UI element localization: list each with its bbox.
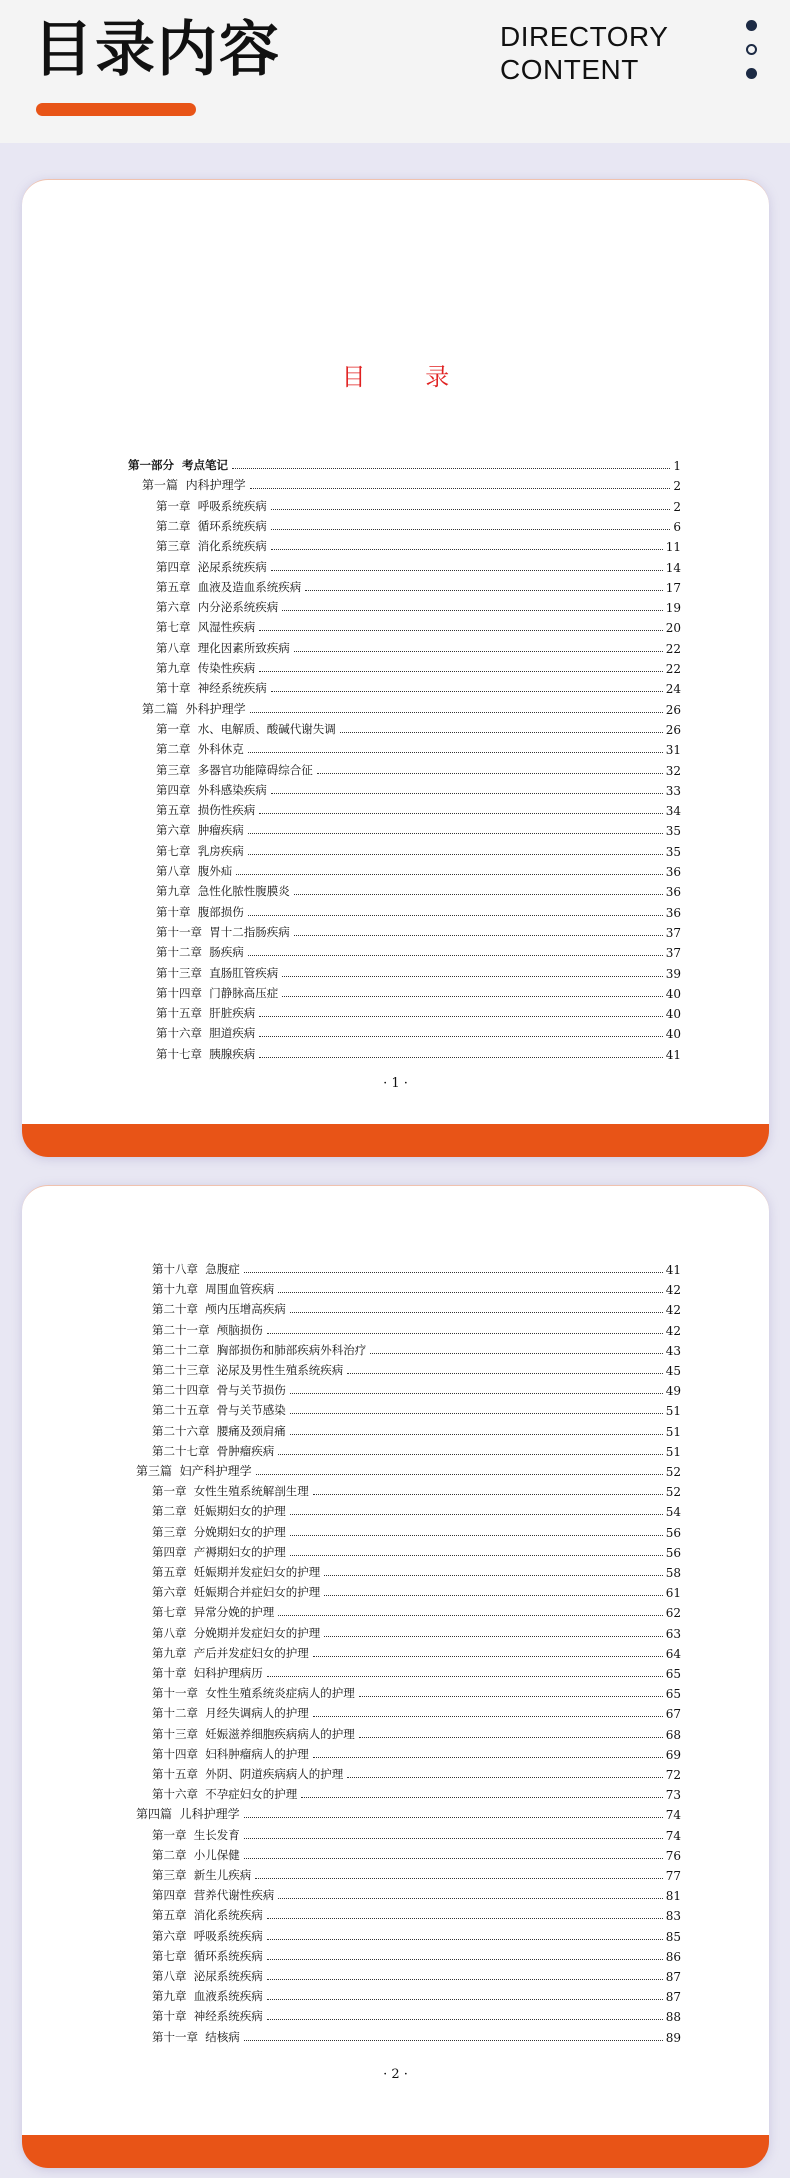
toc-entry-page: 40 (665, 1007, 681, 1022)
toc-entry-page: 32 (665, 763, 681, 778)
toc-entry-leader (259, 1057, 662, 1058)
toc-entry-leader (290, 1514, 663, 1515)
header-title-english-line2: CONTENT (500, 54, 639, 85)
toc-entry (152, 1823, 681, 1843)
toc-entry-leader (290, 1434, 663, 1435)
toc-entry-title: 第七章 乳房疾病 (156, 843, 244, 858)
toc-entry-page: 61 (665, 1586, 681, 1601)
toc-entry-page: 37 (665, 946, 681, 961)
toc-entry-leader (347, 1777, 662, 1778)
toc-entry-leader (244, 1817, 663, 1818)
toc-entry-title: 第二章 妊娠期妇女的护理 (152, 1504, 286, 1519)
toc-entry-page: 11 (665, 540, 681, 555)
toc-entry-title: 第五章 损伤性疾病 (156, 803, 256, 818)
toc-entry-leader (359, 1737, 663, 1738)
toc-entry-leader (267, 1959, 663, 1960)
toc-entry-title: 第二十章 颅内压增高疾病 (152, 1302, 286, 1317)
toc-entry-title: 第十二章 肠疾病 (156, 945, 244, 960)
toc-entry-title: 第八章 分娩期并发症妇女的护理 (152, 1625, 321, 1640)
toc-entry-title: 第二十六章 腰痛及颈肩痛 (152, 1423, 286, 1438)
toc-entry-leader (271, 529, 671, 530)
toc-entry-leader (244, 1858, 663, 1859)
toc-entry-page: 14 (665, 560, 681, 575)
toc-entry-title: 第十三章 妊娠滋养细胞疾病病人的护理 (152, 1726, 355, 1741)
toc-entry-page: 67 (665, 1707, 681, 1722)
toc-entry-title: 第七章 风湿性疾病 (156, 620, 256, 635)
toc-entry-leader (313, 1656, 663, 1657)
toc-entry-page: 6 (673, 519, 681, 534)
toc-entry (128, 453, 681, 473)
toc-page-card-2 (22, 1185, 769, 2168)
toc-entry-title: 第八章 腹外疝 (156, 864, 233, 878)
toc-entry-page: 42 (665, 1323, 681, 1338)
toc-entry-title: 第三章 消化系统疾病 (156, 539, 267, 554)
toc-entry (152, 1419, 681, 1439)
toc-entry-title: 第十章 神经系统疾病 (152, 2009, 263, 2024)
toc-entry (152, 1580, 681, 1600)
toc-entry-leader (359, 1696, 663, 1697)
toc-entry-page: 56 (665, 1545, 681, 1560)
toc-entry-page: 51 (665, 1424, 681, 1439)
toc-entry (156, 798, 681, 818)
toc-entry (152, 2025, 681, 2045)
toc-entry-title: 第十五章 外阴、阴道疾病病人的护理 (152, 1767, 344, 1781)
toc-entry-leader (290, 1555, 663, 1556)
toc-entry-page: 52 (665, 1465, 681, 1479)
toc-entry-title: 第五章 消化系统疾病 (152, 1908, 263, 1923)
toc-entry (152, 1277, 681, 1297)
toc-entry-page: 2 (673, 499, 681, 514)
toc-entry (156, 778, 681, 798)
toc-entry (156, 656, 681, 676)
toc-entry (142, 697, 681, 717)
toc-entry-title: 第八章 泌尿系统疾病 (152, 1969, 263, 1983)
header-title-chinese: 目录内容 (33, 15, 281, 85)
toc-entry-title: 第十四章 门静脉高压症 (156, 985, 279, 1000)
toc-entry (152, 1722, 681, 1742)
toc-entry-page: 83 (665, 1909, 681, 1924)
toc-entry (152, 1439, 681, 1459)
toc-entry (152, 1924, 681, 1944)
toc-entry-title: 第六章 内分泌系统疾病 (156, 600, 279, 615)
card-footer-bar (22, 1124, 769, 1157)
toc-entry-page: 22 (665, 641, 681, 656)
toc-entry-title: 第四章 营养代谢性疾病 (152, 1888, 275, 1903)
toc-entry-title: 第五章 血液及造血系统疾病 (156, 579, 302, 594)
toc-entry-page: 17 (665, 580, 681, 595)
toc-entry-page: 69 (665, 1747, 681, 1762)
toc-entry-title: 第二十三章 泌尿及男性生殖系统疾病 (152, 1363, 344, 1377)
toc-entry-title: 第三章 多器官功能障碍综合征 (156, 762, 313, 777)
toc-entry (152, 1681, 681, 1701)
toc-entry-leader (267, 1939, 663, 1940)
toc-entry-page: 74 (665, 1828, 681, 1843)
toc-entry (152, 1358, 681, 1378)
toc-entry-page: 35 (665, 844, 681, 859)
toc-entry-leader (301, 1797, 662, 1798)
toc-entry-leader (278, 1898, 662, 1899)
toc-entry-leader (244, 2040, 663, 2041)
toc-entry-page: 88 (665, 2010, 681, 2025)
toc-entry (152, 1378, 681, 1398)
toc-entry-leader (271, 549, 663, 550)
toc-entry-page: 36 (665, 905, 681, 920)
toc-entry-title: 第十三章 直肠肛管疾病 (156, 965, 279, 980)
toc-entry-page: 51 (665, 1444, 681, 1459)
toc-entry-leader (278, 1292, 662, 1293)
toc-entry (152, 1560, 681, 1580)
toc-entry-title: 第二章 循环系统疾病 (156, 518, 267, 533)
toc-entry (152, 1762, 681, 1782)
toc-entry-page: 51 (665, 1404, 681, 1419)
toc-entry-page: 19 (665, 601, 681, 616)
toc-entry-leader (282, 610, 662, 611)
toc-entry-leader (290, 1393, 663, 1394)
toc-entry-page: 65 (665, 1667, 681, 1681)
toc-entry (152, 1883, 681, 1903)
toc-entry-leader (347, 1373, 662, 1374)
toc-entry-page: 36 (665, 865, 681, 879)
toc-entry-title: 第十一章 女性生殖系统炎症病人的护理 (152, 1686, 355, 1701)
toc-entry (152, 1318, 681, 1338)
toc-entry-leader (236, 874, 662, 875)
toc-entry-page: 41 (665, 1047, 681, 1062)
toc-entry-page: 89 (665, 2030, 681, 2045)
toc-entry-title: 第十六章 不孕症妇女的护理 (152, 1787, 298, 1802)
toc-entry-page: 56 (665, 1525, 681, 1540)
toc-entry-page: 37 (665, 925, 681, 940)
toc-entry (156, 859, 681, 879)
toc-entry-leader (259, 1036, 662, 1037)
toc-entry-leader (278, 1615, 662, 1616)
toc-entry-page: 72 (665, 1768, 681, 1782)
toc-entry-title: 第九章 血液系统疾病 (152, 1989, 263, 2004)
toc-entry-leader (290, 1312, 663, 1313)
toc-entry-title: 第二章 外科休克 (156, 742, 244, 757)
toc-entry-title: 第六章 呼吸系统疾病 (152, 1928, 263, 1943)
toc-entry-title: 第四章 泌尿系统疾病 (156, 559, 267, 574)
toc-entry-page: 1 (673, 459, 681, 473)
toc-entry (156, 717, 681, 737)
toc-entry-leader (370, 1353, 662, 1354)
toc-entry-leader (313, 1494, 663, 1495)
toc-entry-title: 第九章 产后并发症妇女的护理 (152, 1645, 309, 1660)
toc-entry (152, 1297, 681, 1317)
toc-entry-title: 第六章 妊娠期合并症妇女的护理 (152, 1585, 321, 1600)
toc-entry-leader (271, 509, 671, 510)
toc-entry-page: 26 (665, 722, 681, 737)
toc-entry-page: 40 (665, 986, 681, 1001)
toc-entry-title: 第二十一章 颅脑损伤 (152, 1322, 263, 1337)
toc-entry-leader (317, 773, 663, 774)
page-number: · 2 · (383, 2067, 408, 2082)
toc-entry-leader (324, 1595, 662, 1596)
toc-entry-leader (248, 752, 663, 753)
toc-entry (142, 473, 681, 493)
toc-entry-leader (248, 854, 663, 855)
toc-entry (152, 1600, 681, 1620)
toc-entry (152, 1701, 681, 1721)
toc-entry-page: 49 (665, 1384, 681, 1399)
toc-entry-leader (244, 1272, 663, 1273)
toc-entry-page: 35 (665, 824, 681, 839)
toc-entry-page: 65 (665, 1687, 681, 1702)
toc-entry-leader (271, 691, 663, 692)
toc-entry-title: 第一部分 考点笔记 (128, 458, 229, 472)
toc-entry-leader (294, 935, 663, 936)
toc-entry (152, 1499, 681, 1519)
toc-entry-leader (282, 976, 662, 977)
toc-entry-page: 42 (665, 1303, 681, 1318)
toc-entry-title: 第十章 神经系统疾病 (156, 681, 267, 696)
toc-entry-title: 第十五章 肝脏疾病 (156, 1006, 256, 1021)
toc-entry-page: 43 (665, 1343, 681, 1358)
toc-page-card-1 (22, 179, 769, 1157)
toc-entry-leader (294, 651, 663, 652)
toc-entry (152, 1984, 681, 2004)
toc-entry-leader (282, 996, 662, 997)
toc-entry-leader (271, 793, 663, 794)
toc-entry (156, 615, 681, 635)
toc-entry-title: 第六章 肿瘤疾病 (156, 823, 244, 838)
toc-entry-page: 20 (665, 621, 681, 636)
toc-entry-page: 39 (665, 966, 681, 981)
toc-entry-title: 第十六章 胆道疾病 (156, 1026, 256, 1041)
toc-entry-leader (324, 1636, 662, 1637)
toc-entry-title: 第十一章 结核病 (152, 2029, 240, 2044)
toc-entry-leader (250, 488, 671, 489)
toc-entry-title: 第十四章 妇科肿瘤病人的护理 (152, 1746, 309, 1761)
toc-entry-page: 26 (665, 702, 681, 717)
toc-entry-page: 2 (673, 479, 681, 494)
toc-entry (152, 1641, 681, 1661)
toc-entry-leader (290, 1413, 663, 1414)
toc-entry-title: 第九章 急性化脓性腹膜炎 (156, 884, 290, 899)
page-header (0, 0, 790, 143)
toc-entry-title: 第二篇 外科护理学 (142, 701, 246, 716)
toc-entry-leader (244, 1838, 663, 1839)
toc-entry-leader (267, 1918, 663, 1919)
toc-entry (152, 1944, 681, 1964)
toc-entry (152, 1782, 681, 1802)
toc-entry-page: 52 (665, 1485, 681, 1500)
toc-entry-title: 第一章 水、电解质、酸碱代谢失调 (156, 721, 336, 736)
toc-entry (136, 1802, 681, 1822)
toc-entry-leader (294, 894, 663, 895)
toc-entry-leader (278, 1454, 662, 1455)
toc-entry (152, 1903, 681, 1923)
toc-entry-page: 42 (665, 1283, 681, 1298)
toc-entry-title: 第九章 传染性疾病 (156, 661, 256, 675)
toc-entry-leader (267, 1333, 663, 1334)
toc-entry (156, 940, 681, 960)
page-number: · 1 · (383, 1076, 408, 1091)
toc-entry (156, 595, 681, 615)
toc-entry-title: 第十九章 周围血管疾病 (152, 1282, 275, 1297)
toc-entry (156, 1021, 681, 1041)
header-accent-bar (36, 103, 196, 116)
toc-entry-leader (248, 833, 663, 834)
toc-entry-page: 81 (665, 1889, 681, 1904)
toc-entry (152, 1621, 681, 1641)
toc-entry (152, 1843, 681, 1863)
toc-entry (156, 494, 681, 514)
toc-entry-leader (290, 1535, 663, 1536)
toc-entry-leader (267, 1676, 663, 1677)
toc-entry (136, 1459, 681, 1479)
toc-entry (156, 758, 681, 778)
toc-entry (156, 514, 681, 534)
toc-entry (156, 879, 681, 899)
toc-entry (152, 1257, 681, 1277)
toc-entry-title: 第七章 循环系统疾病 (152, 1948, 263, 1963)
toc-entry-leader (259, 630, 662, 631)
toc-entry-title: 第四篇 儿科护理学 (136, 1807, 240, 1822)
toc-entry-title: 第三篇 妇产科护理学 (136, 1464, 252, 1478)
toc-entry (152, 1964, 681, 1984)
toc-entry-leader (267, 2019, 663, 2020)
toc-entry-page: 40 (665, 1027, 681, 1042)
toc-entry-title: 第十一章 胃十二指肠疾病 (156, 924, 290, 939)
toc-entry-page: 58 (665, 1566, 681, 1580)
toc-entry-leader (248, 955, 663, 956)
toc-entry-leader (250, 712, 663, 713)
toc-entry-title: 第二十四章 骨与关节损伤 (152, 1383, 286, 1398)
toc-entry-title: 第二十二章 胸部损伤和肺部疾病外科治疗 (152, 1342, 367, 1357)
toc-entry-page: 63 (665, 1626, 681, 1641)
toc-entry (156, 920, 681, 940)
toc-entry (156, 555, 681, 575)
toc-entry-leader (271, 570, 663, 571)
toc-entry-leader (313, 1716, 663, 1717)
toc-entry-leader (259, 813, 662, 814)
nav-dot-icon (746, 44, 757, 55)
toc-entry-page: 68 (665, 1727, 681, 1742)
toc-entry-title: 第二章 小儿保健 (152, 1847, 240, 1862)
header-title-english-line1: DIRECTORY (500, 21, 669, 52)
toc-entry-page: 33 (665, 783, 681, 798)
toc-entry-leader (232, 468, 670, 469)
toc-entry (152, 1863, 681, 1883)
toc-entry-title: 第四章 外科感染疾病 (156, 782, 267, 797)
toc-entry-leader (313, 1757, 663, 1758)
toc-entry (156, 900, 681, 920)
toc-entry-title: 第十章 妇科护理病历 (152, 1666, 263, 1680)
toc-entry-title: 第二十七章 骨肿瘤疾病 (152, 1443, 275, 1458)
toc-entry-leader (248, 915, 663, 916)
toc-entry-title: 第一篇 内科护理学 (142, 478, 246, 493)
nav-dot-icon (746, 68, 757, 79)
toc-entry-leader (259, 671, 662, 672)
toc-entry-page: 62 (665, 1606, 681, 1621)
toc-entry-page: 54 (665, 1505, 681, 1520)
toc-entry-title: 第一章 生长发育 (152, 1827, 240, 1842)
toc-entry-page: 34 (665, 804, 681, 819)
toc-entry-leader (259, 1016, 662, 1017)
toc-heading: 目 录 (341, 363, 476, 391)
nav-dot-icon (746, 20, 757, 31)
toc-entry (156, 961, 681, 981)
toc-entry (156, 818, 681, 838)
toc-entry-title: 第十八章 急腹症 (152, 1262, 240, 1276)
toc-entry (152, 1479, 681, 1499)
toc-entry-page: 24 (665, 682, 681, 697)
toc-entry-page: 45 (665, 1364, 681, 1378)
toc-entry-leader (305, 590, 662, 591)
toc-entry (152, 1540, 681, 1560)
toc-entry-leader (256, 1474, 663, 1475)
toc-entry-title: 第十七章 胰腺疾病 (156, 1046, 256, 1061)
header-title-english (500, 20, 668, 86)
toc-entry-title: 第三章 分娩期妇女的护理 (152, 1524, 286, 1539)
toc-entry-leader (267, 1999, 663, 2000)
toc-entry-title: 第八章 理化因素所致疾病 (156, 640, 290, 655)
toc-entry (156, 676, 681, 696)
toc-entry-page: 73 (665, 1788, 681, 1803)
toc-entry-title: 第七章 异常分娩的护理 (152, 1605, 275, 1620)
toc-entry (152, 1520, 681, 1540)
toc-entry-page: 22 (665, 662, 681, 676)
toc-entry (152, 1661, 681, 1681)
toc-entry-title: 第三章 新生儿疾病 (152, 1868, 252, 1882)
toc-entry-title: 第十二章 月经失调病人的护理 (152, 1706, 309, 1721)
toc-entry-page: 87 (665, 1990, 681, 2005)
toc-entry-leader (340, 732, 663, 733)
toc-entry-page: 87 (665, 1970, 681, 1984)
toc-entry-leader (267, 1979, 663, 1980)
toc-entry (156, 839, 681, 859)
toc-entry-leader (255, 1878, 662, 1879)
toc-entry (156, 737, 681, 757)
toc-entry (156, 1001, 681, 1021)
toc-entry (152, 1338, 681, 1358)
toc-entry-title: 第五章 妊娠期并发症妇女的护理 (152, 1565, 321, 1579)
toc-entry (156, 534, 681, 554)
toc-entry-page: 86 (665, 1949, 681, 1964)
toc-entry-title: 第四章 产褥期妇女的护理 (152, 1544, 286, 1559)
toc-entry-title: 第一章 女性生殖系统解剖生理 (152, 1484, 309, 1499)
toc-entry-leader (324, 1575, 662, 1576)
card-footer-bar (22, 2135, 769, 2168)
toc-entry (156, 1042, 681, 1062)
toc-entry-page: 36 (665, 885, 681, 900)
toc-entry (156, 636, 681, 656)
toc-entry-page: 74 (665, 1808, 681, 1823)
toc-entry-title: 第二十五章 骨与关节感染 (152, 1403, 286, 1418)
toc-entry (152, 1398, 681, 1418)
toc-entry (152, 1742, 681, 1762)
toc-entry-page: 64 (665, 1646, 681, 1661)
toc-entry-title: 第一章 呼吸系统疾病 (156, 498, 267, 513)
toc-entry-page: 77 (665, 1869, 681, 1883)
toc-entry-page: 85 (665, 1929, 681, 1944)
toc-entry-title: 第十章 腹部损伤 (156, 904, 244, 919)
toc-entry-page: 41 (665, 1263, 681, 1277)
toc-entry (156, 981, 681, 1001)
toc-entry-page: 31 (665, 743, 681, 758)
toc-entry (152, 2004, 681, 2024)
toc-entry-page: 76 (665, 1848, 681, 1863)
toc-entry (156, 575, 681, 595)
